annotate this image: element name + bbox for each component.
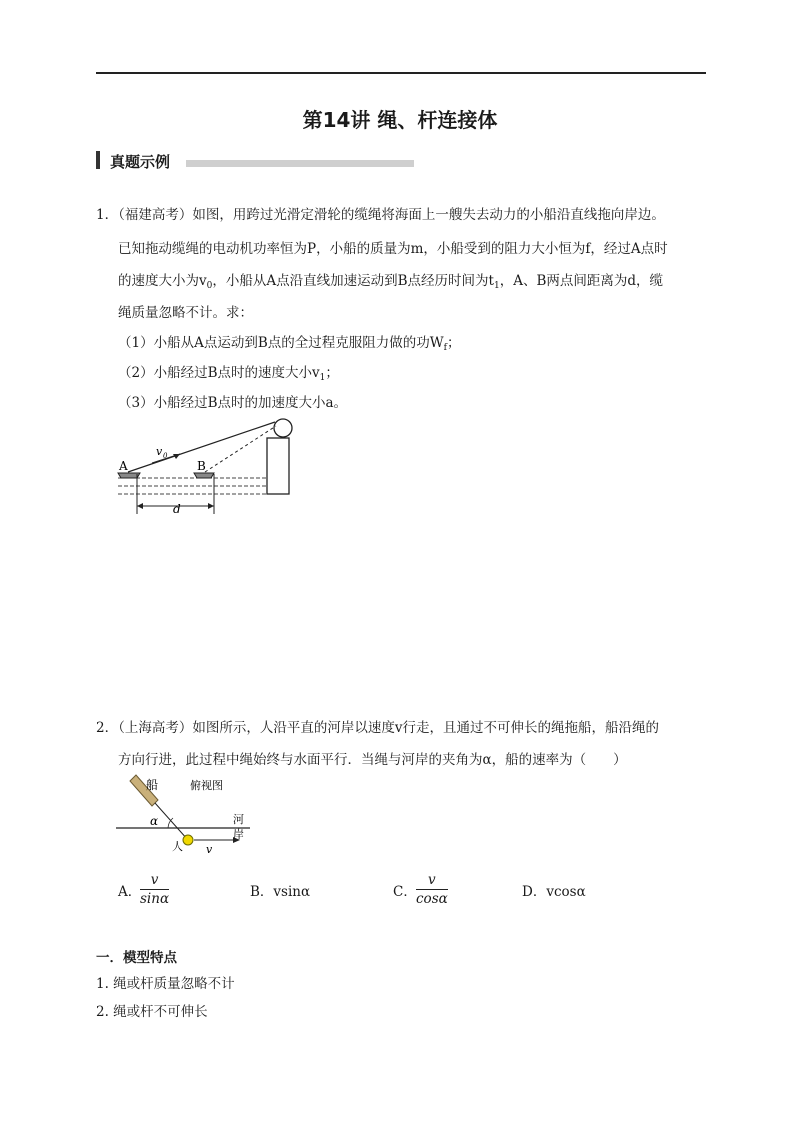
model-heading: 一．模型特点 (96, 950, 177, 966)
label-boat: 船 (146, 778, 159, 792)
model-item-2: 2. 绳或杆不可伸长 (96, 1004, 208, 1020)
q2-figure (110, 770, 260, 860)
section-strip (186, 160, 414, 167)
arrow-head-icon (208, 503, 214, 509)
label-b: B (197, 459, 206, 473)
q1-line2: 已知拖动缆绳的电动机功率恒为P，小船的质量为m，小船受到的阻力大小恒为f，经过A点时 (118, 241, 668, 257)
header-rule (96, 72, 706, 74)
choice-b: B．vsinα (250, 884, 311, 900)
label-a: A (119, 459, 128, 473)
page-title: 第14讲 绳、杆连接体 (302, 108, 498, 132)
label-bank1: 河 (233, 813, 244, 826)
rope-line (155, 803, 188, 840)
q1-figure (110, 412, 310, 522)
q1-sub1: （1）小船从A点运动到B点的全过程克服阻力做的功$W_f$； (118, 335, 461, 353)
q2-line1: 2．（上海高考）如图所示，人沿平直的河岸以速度v行走，且通过不可伸长的绳拖船，船沿绳的 (96, 720, 659, 736)
choice-d: D．vcosα (522, 884, 586, 900)
q1-line4: 绳质量忽略不计。求： (118, 305, 253, 321)
person-icon (183, 835, 193, 845)
rope-dashed (205, 426, 276, 472)
label-d: d (173, 502, 181, 516)
choice-a-letter: A． (118, 884, 142, 900)
q1-sub2: （2）小船经过B点时的速度大小$v_1$； (118, 365, 339, 383)
label-alpha: α (150, 814, 159, 828)
pulley-icon (274, 419, 292, 437)
arrow-head-icon (137, 503, 143, 509)
label-v: v (156, 445, 163, 458)
label-view: 俯视图 (190, 779, 223, 792)
section-label: 真题示例 (110, 153, 171, 171)
label-v: v (206, 843, 213, 856)
q2-line2: 方向行进，此过程中绳始终与水面平行．当绳与河岸的夹角为α，船的速率为（ ） (118, 752, 627, 768)
tower (267, 438, 289, 494)
q1-line1: 1．（福建高考）如图，用跨过光滑定滑轮的缆绳将海面上一艘失去动力的小船沿直线拖向岸边。 (96, 207, 665, 223)
boat-b-icon (194, 473, 214, 478)
choice-a-fraction: $\frac{v}{\sin\alpha}$ (140, 872, 170, 907)
q1-sub3: （3）小船经过B点时的加速度大小a。 (118, 395, 348, 411)
q1-line3: 的速度大小为$v_0$，小船从A点沿直线加速运动到B点经历时间为$t_1$，A、B两点间距离为d，缆 (118, 273, 664, 291)
section-marker (96, 151, 100, 169)
choice-c-fraction: $\frac{v}{\cos\alpha}$ (416, 872, 448, 907)
label-person: 人 (172, 840, 183, 853)
model-item-1: 1. 绳或杆质量忽略不计 (96, 976, 235, 992)
label-v-sub: 0 (163, 452, 168, 460)
label-bank2: 岸 (233, 828, 244, 841)
choice-c-letter: C． (393, 884, 417, 900)
